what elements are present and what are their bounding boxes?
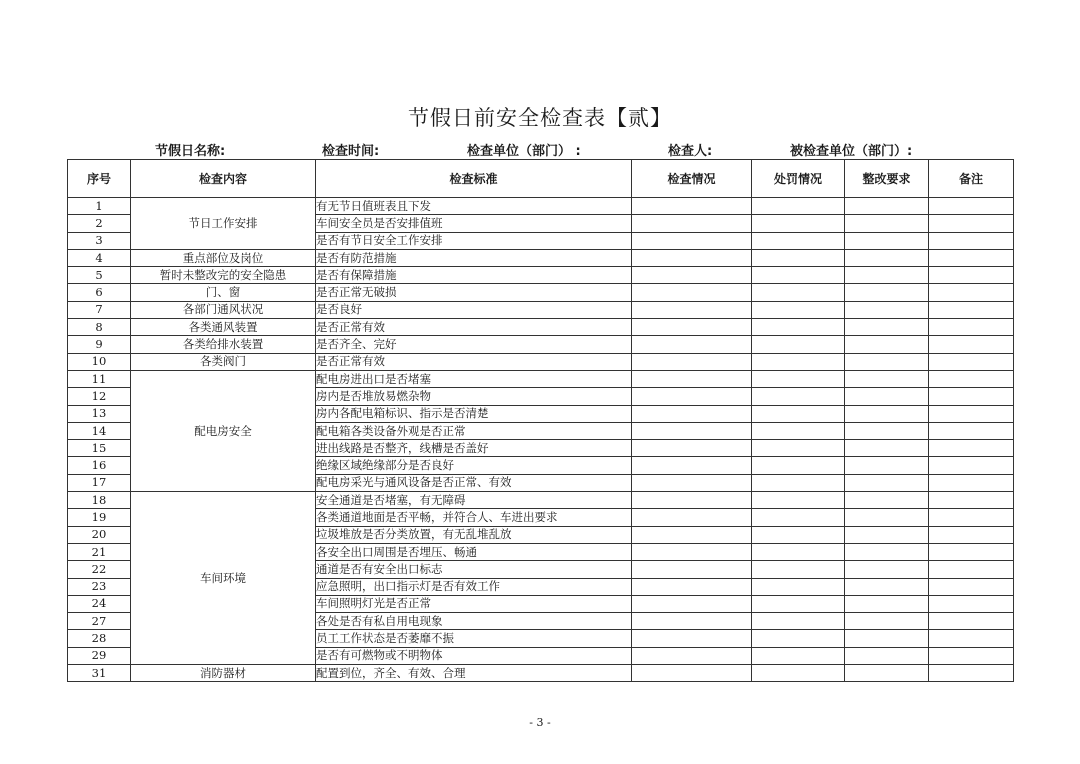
- check-status-cell[interactable]: [632, 509, 752, 526]
- row-number: 5: [68, 267, 131, 284]
- check-content-cell: 各类通风装置: [131, 319, 316, 336]
- row-number: 6: [68, 284, 131, 301]
- table-body: [68, 198, 1014, 682]
- remarks-cell[interactable]: [929, 267, 1014, 284]
- row-number: 11: [68, 370, 131, 387]
- header-status: 检查情况: [632, 160, 752, 198]
- check-standard-cell: 绝缘区域绝缘部分是否良好: [316, 457, 632, 474]
- check-status-cell[interactable]: [632, 492, 752, 509]
- row-number: 4: [68, 249, 131, 266]
- check-status-cell[interactable]: [632, 405, 752, 422]
- check-standard-cell: 是否正常有效: [316, 353, 632, 370]
- row-number: 20: [68, 526, 131, 543]
- remarks-cell[interactable]: [929, 561, 1014, 578]
- remarks-cell[interactable]: [929, 301, 1014, 318]
- remarks-cell[interactable]: [929, 526, 1014, 543]
- remarks-cell[interactable]: [929, 647, 1014, 664]
- check-time-label: 检查时间:: [322, 144, 380, 159]
- check-status-cell[interactable]: [632, 370, 752, 387]
- penalty-cell[interactable]: [752, 474, 845, 491]
- penalty-cell[interactable]: [752, 301, 845, 318]
- check-standard-cell: 通道是否有安全出口标志: [316, 561, 632, 578]
- check-standard-cell: 是否良好: [316, 301, 632, 318]
- check-status-cell[interactable]: [632, 595, 752, 612]
- penalty-cell[interactable]: [752, 284, 845, 301]
- check-standard-cell: 垃圾堆放是否分类放置，有无乱堆乱放: [316, 526, 632, 543]
- penalty-cell[interactable]: [752, 319, 845, 336]
- rectification-cell[interactable]: [845, 561, 929, 578]
- holiday-name-label: 节假日名称:: [155, 144, 226, 159]
- rectification-cell[interactable]: [845, 422, 929, 439]
- remarks-cell[interactable]: [929, 198, 1014, 215]
- penalty-cell[interactable]: [752, 647, 845, 664]
- check-unit-label: 检查单位（部门） :: [467, 144, 581, 159]
- check-content-cell: 暂时未整改完的安全隐患: [131, 267, 316, 284]
- check-status-cell[interactable]: [632, 336, 752, 353]
- rectification-cell[interactable]: [845, 370, 929, 387]
- check-content-cell: 门、窗: [131, 284, 316, 301]
- rectification-cell[interactable]: [845, 647, 929, 664]
- check-standard-cell: 各安全出口周围是否埋压、畅通: [316, 543, 632, 560]
- row-number: 9: [68, 336, 131, 353]
- check-standard-cell: 是否正常无破损: [316, 284, 632, 301]
- check-standard-cell: 各类通道地面是否平畅，并符合人、车进出要求: [316, 509, 632, 526]
- rectification-cell[interactable]: [845, 405, 929, 422]
- remarks-cell[interactable]: [929, 578, 1014, 595]
- row-number: 27: [68, 613, 131, 630]
- row-number: 19: [68, 509, 131, 526]
- check-standard-cell: 是否有可燃物或不明物体: [316, 647, 632, 664]
- row-number: 16: [68, 457, 131, 474]
- check-content-cell: 消防器材: [131, 665, 316, 682]
- rectification-cell[interactable]: [845, 388, 929, 405]
- rectification-cell[interactable]: [845, 595, 929, 612]
- remarks-cell[interactable]: [929, 422, 1014, 439]
- rectification-cell[interactable]: [845, 492, 929, 509]
- check-status-cell[interactable]: [632, 284, 752, 301]
- row-number: 17: [68, 474, 131, 491]
- check-status-cell[interactable]: [632, 232, 752, 249]
- row-number: 10: [68, 353, 131, 370]
- table-row: [68, 249, 1014, 266]
- check-status-cell[interactable]: [632, 215, 752, 232]
- penalty-cell[interactable]: [752, 353, 845, 370]
- row-number: 15: [68, 440, 131, 457]
- penalty-cell[interactable]: [752, 232, 845, 249]
- penalty-cell[interactable]: [752, 388, 845, 405]
- rectification-cell[interactable]: [845, 319, 929, 336]
- remarks-cell[interactable]: [929, 232, 1014, 249]
- remarks-cell[interactable]: [929, 457, 1014, 474]
- header-remarks: 备注: [929, 160, 1014, 198]
- penalty-cell[interactable]: [752, 630, 845, 647]
- row-number: 7: [68, 301, 131, 318]
- check-status-cell[interactable]: [632, 301, 752, 318]
- table-row: [68, 284, 1014, 301]
- row-number: 29: [68, 647, 131, 664]
- check-status-cell[interactable]: [632, 388, 752, 405]
- rectification-cell[interactable]: [845, 440, 929, 457]
- check-status-cell[interactable]: [632, 474, 752, 491]
- remarks-cell[interactable]: [929, 665, 1014, 682]
- check-standard-cell: 有无节日值班表且下发: [316, 198, 632, 215]
- table-header-row: [68, 160, 1014, 198]
- remarks-cell[interactable]: [929, 595, 1014, 612]
- penalty-cell[interactable]: [752, 440, 845, 457]
- check-standard-cell: 是否有节日安全工作安排: [316, 232, 632, 249]
- rectification-cell[interactable]: [845, 336, 929, 353]
- row-number: 28: [68, 630, 131, 647]
- check-standard-cell: 是否有保障措施: [316, 267, 632, 284]
- check-status-cell[interactable]: [632, 353, 752, 370]
- remarks-cell[interactable]: [929, 284, 1014, 301]
- rectification-cell[interactable]: [845, 198, 929, 215]
- check-status-cell[interactable]: [632, 457, 752, 474]
- check-standard-cell: 是否有防范措施: [316, 249, 632, 266]
- penalty-cell[interactable]: [752, 267, 845, 284]
- remarks-cell[interactable]: [929, 215, 1014, 232]
- remarks-cell[interactable]: [929, 543, 1014, 560]
- rectification-cell[interactable]: [845, 526, 929, 543]
- penalty-cell[interactable]: [752, 543, 845, 560]
- rectification-cell[interactable]: [845, 301, 929, 318]
- check-standard-cell: 各处是否有私自用电现象: [316, 613, 632, 630]
- row-number: 21: [68, 543, 131, 560]
- check-status-cell[interactable]: [632, 249, 752, 266]
- check-content-cell: 各类给排水装置: [131, 336, 316, 353]
- penalty-cell[interactable]: [752, 336, 845, 353]
- check-status-cell[interactable]: [632, 561, 752, 578]
- rectification-cell[interactable]: [845, 543, 929, 560]
- remarks-cell[interactable]: [929, 370, 1014, 387]
- table-row: [68, 492, 1014, 509]
- rectification-cell[interactable]: [845, 474, 929, 491]
- row-number: 2: [68, 215, 131, 232]
- check-content-cell: 配电房安全: [131, 370, 316, 491]
- penalty-cell[interactable]: [752, 492, 845, 509]
- penalty-cell[interactable]: [752, 561, 845, 578]
- penalty-cell[interactable]: [752, 457, 845, 474]
- rectification-cell[interactable]: [845, 267, 929, 284]
- check-standard-cell: 安全通道是否堵塞，有无障碍: [316, 492, 632, 509]
- rectification-cell[interactable]: [845, 630, 929, 647]
- check-status-cell[interactable]: [632, 267, 752, 284]
- table-row: [68, 267, 1014, 284]
- remarks-cell[interactable]: [929, 509, 1014, 526]
- remarks-cell[interactable]: [929, 319, 1014, 336]
- row-number: 31: [68, 665, 131, 682]
- table-row: [68, 370, 1014, 387]
- rectification-cell[interactable]: [845, 215, 929, 232]
- penalty-cell[interactable]: [752, 578, 845, 595]
- row-number: 12: [68, 388, 131, 405]
- penalty-cell[interactable]: [752, 198, 845, 215]
- check-status-cell[interactable]: [632, 543, 752, 560]
- check-status-cell[interactable]: [632, 526, 752, 543]
- rectification-cell[interactable]: [845, 613, 929, 630]
- row-number: 8: [68, 319, 131, 336]
- penalty-cell[interactable]: [752, 613, 845, 630]
- penalty-cell[interactable]: [752, 595, 845, 612]
- check-content-cell: 重点部位及岗位: [131, 249, 316, 266]
- check-standard-cell: 车间照明灯光是否正常: [316, 595, 632, 612]
- check-status-cell[interactable]: [632, 665, 752, 682]
- table-row: [68, 198, 1014, 215]
- check-standard-cell: 配电房采光与通风设备是否正常、有效: [316, 474, 632, 491]
- penalty-cell[interactable]: [752, 370, 845, 387]
- penalty-cell[interactable]: [752, 249, 845, 266]
- check-standard-cell: 应急照明，出口指示灯是否有效工作: [316, 578, 632, 595]
- check-status-cell[interactable]: [632, 440, 752, 457]
- check-standard-cell: 进出线路是否整齐，线槽是否盖好: [316, 440, 632, 457]
- remarks-cell[interactable]: [929, 388, 1014, 405]
- remarks-cell[interactable]: [929, 405, 1014, 422]
- check-standard-cell: 员工工作状态是否萎靡不振: [316, 630, 632, 647]
- header-rectification: 整改要求: [845, 160, 929, 198]
- penalty-cell[interactable]: [752, 405, 845, 422]
- rectification-cell[interactable]: [845, 665, 929, 682]
- remarks-cell[interactable]: [929, 249, 1014, 266]
- row-number: 14: [68, 422, 131, 439]
- check-status-cell[interactable]: [632, 630, 752, 647]
- header-content: 检查内容: [131, 160, 316, 198]
- row-number: 23: [68, 578, 131, 595]
- remarks-cell[interactable]: [929, 336, 1014, 353]
- inspection-table: [67, 159, 1014, 682]
- check-standard-cell: 是否正常有效: [316, 319, 632, 336]
- remarks-cell[interactable]: [929, 353, 1014, 370]
- check-status-cell[interactable]: [632, 198, 752, 215]
- check-status-cell[interactable]: [632, 613, 752, 630]
- check-status-cell[interactable]: [632, 319, 752, 336]
- rectification-cell[interactable]: [845, 457, 929, 474]
- rectification-cell[interactable]: [845, 232, 929, 249]
- penalty-cell[interactable]: [752, 526, 845, 543]
- remarks-cell[interactable]: [929, 630, 1014, 647]
- row-number: 13: [68, 405, 131, 422]
- remarks-cell[interactable]: [929, 474, 1014, 491]
- check-standard-cell: 房内各配电箱标识、指示是否清楚: [316, 405, 632, 422]
- penalty-cell[interactable]: [752, 215, 845, 232]
- row-number: 1: [68, 198, 131, 215]
- row-number: 22: [68, 561, 131, 578]
- rectification-cell[interactable]: [845, 249, 929, 266]
- page-number: - 3 -: [529, 716, 551, 729]
- check-content-cell: 车间环境: [131, 492, 316, 665]
- inspected-unit-label: 被检查单位（部门）:: [790, 144, 913, 159]
- rectification-cell[interactable]: [845, 284, 929, 301]
- table-row: [68, 301, 1014, 318]
- remarks-cell[interactable]: [929, 440, 1014, 457]
- check-standard-cell: 配电箱各类设备外观是否正常: [316, 422, 632, 439]
- penalty-cell[interactable]: [752, 509, 845, 526]
- rectification-cell[interactable]: [845, 353, 929, 370]
- check-standard-cell: 车间安全员是否安排值班: [316, 215, 632, 232]
- table-row: [68, 336, 1014, 353]
- page-title: 节假日前安全检查表【贰】: [408, 106, 672, 130]
- header-number: 序号: [68, 160, 131, 198]
- check-status-cell[interactable]: [632, 647, 752, 664]
- check-content-cell: 各部门通风状况: [131, 301, 316, 318]
- rectification-cell[interactable]: [845, 578, 929, 595]
- rectification-cell[interactable]: [845, 509, 929, 526]
- header-penalty: 处罚情况: [752, 160, 845, 198]
- check-content-cell: 各类阀门: [131, 353, 316, 370]
- check-standard-cell: 配置到位，齐全、有效、合理: [316, 665, 632, 682]
- check-standard-cell: 房内是否堆放易燃杂物: [316, 388, 632, 405]
- table-row: [68, 353, 1014, 370]
- check-content-cell: 节日工作安排: [131, 198, 316, 250]
- table-row: [68, 319, 1014, 336]
- penalty-cell[interactable]: [752, 665, 845, 682]
- check-status-cell[interactable]: [632, 422, 752, 439]
- table-row: [68, 665, 1014, 682]
- remarks-cell[interactable]: [929, 492, 1014, 509]
- check-standard-cell: 是否齐全、完好: [316, 336, 632, 353]
- row-number: 3: [68, 232, 131, 249]
- row-number: 24: [68, 595, 131, 612]
- check-status-cell[interactable]: [632, 578, 752, 595]
- penalty-cell[interactable]: [752, 422, 845, 439]
- header-standard: 检查标准: [316, 160, 632, 198]
- check-standard-cell: 配电房进出口是否堵塞: [316, 370, 632, 387]
- row-number: 18: [68, 492, 131, 509]
- inspector-label: 检查人:: [668, 144, 713, 159]
- remarks-cell[interactable]: [929, 613, 1014, 630]
